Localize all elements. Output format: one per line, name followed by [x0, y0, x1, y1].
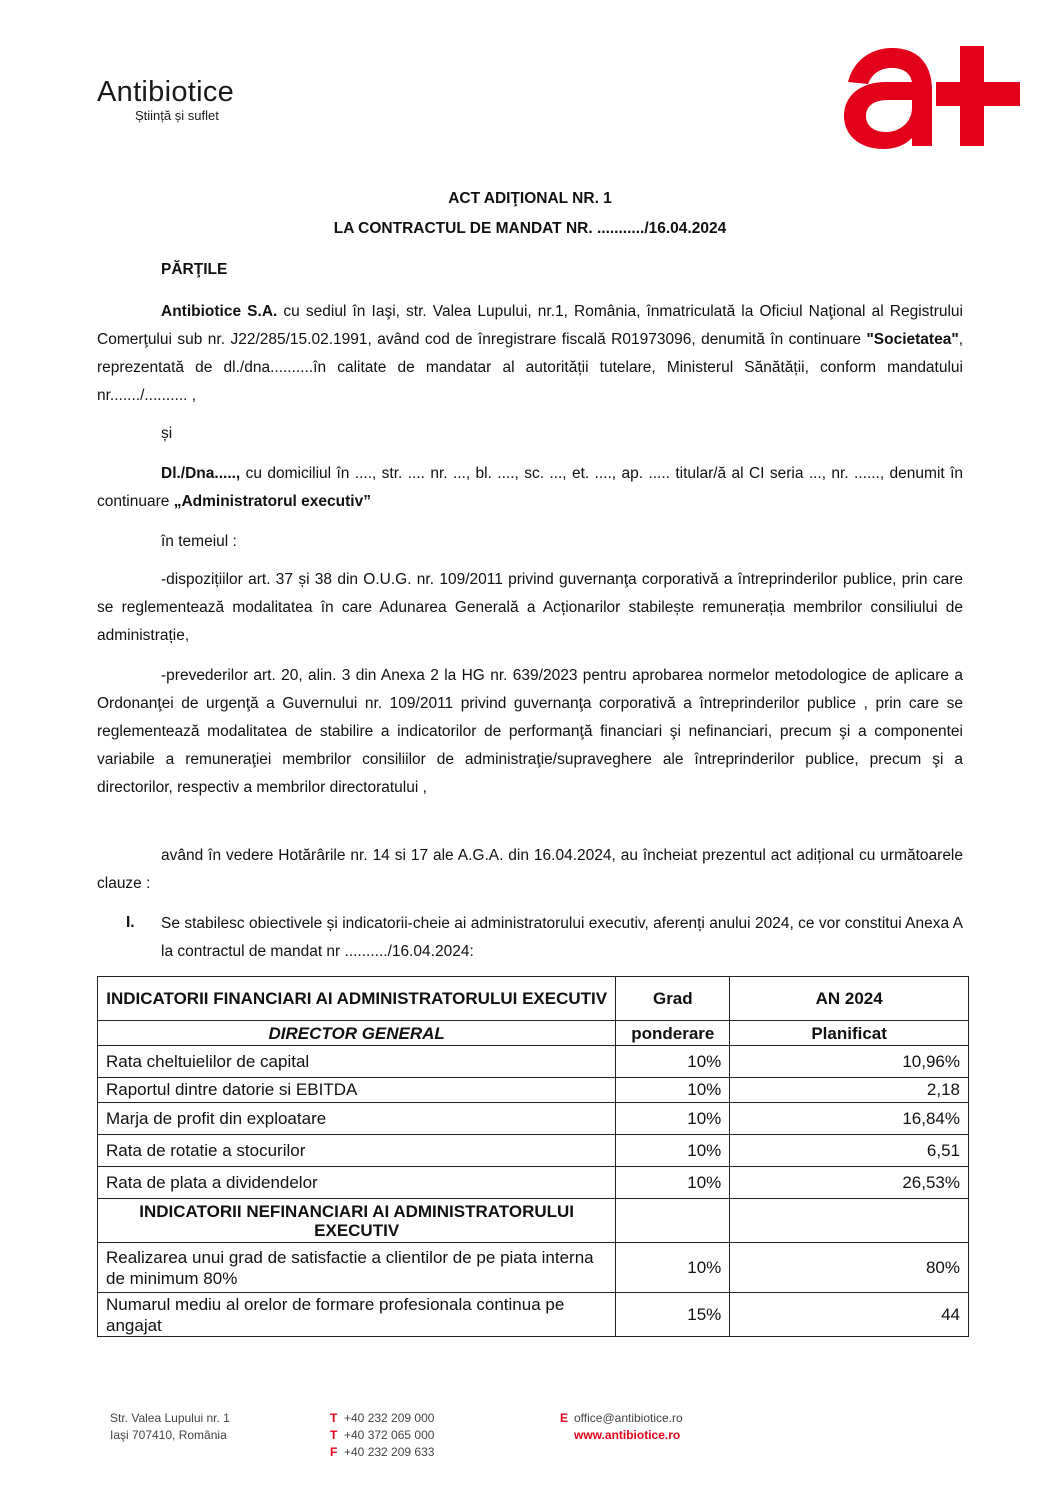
phone-letter: T — [330, 1428, 338, 1442]
row-value: 26,53% — [730, 1167, 969, 1199]
person-text: cu domiciliul în ...., str. .... nr. ..., bl. ...., sc. ..., et. ...., ap. ..... titular/ă al CI seria ..., nr. ......, denumit în continuare — [97, 465, 963, 510]
row-weight: 10% — [616, 1078, 730, 1103]
parties-heading — [97, 256, 963, 284]
header-planned: Planificat — [730, 1021, 969, 1046]
row-weight: 10% — [616, 1103, 730, 1135]
table-header-row — [98, 977, 969, 1021]
address-line-2: Iaşi 707410, România — [110, 1428, 227, 1442]
empty-cell — [730, 1199, 969, 1243]
basis-intro — [97, 528, 963, 556]
logo-tagline: Știință și suflet — [135, 108, 219, 123]
row-value: 16,84% — [730, 1103, 969, 1135]
basis-1-text: -dispozițiilor art. 37 și 38 din O.U.G. nr. 109/2011 privind guvernanţa corporativă a întreprinderilor publice, prin care se reglementează modalitatea în care Adunarea Generală a Acționarilor stabilește remunerația membrilor consiliului de administrație, — [97, 571, 963, 644]
header-weight: Grad — [616, 977, 730, 1021]
header-nonfinancial: INDICATORII NEFINANCIARI AI ADMINISTRATORULUI EXECUTIV — [98, 1199, 616, 1243]
document-subtitle: LA CONTRACTUL DE MANDAT NR. .........../16.04.2024 — [333, 220, 727, 237]
row-weight: 10% — [616, 1167, 730, 1199]
header-year: AN 2024 — [730, 977, 969, 1021]
empty-cell — [616, 1199, 730, 1243]
footer-address — [110, 1410, 230, 1444]
footer-contact — [560, 1410, 683, 1444]
table-row — [98, 1135, 969, 1167]
considering-text: având în vedere Hotărârile nr. 14 si 17 ale A.G.A. din 16.04.2024, au încheiat prezentul act adițional cu următoarele clauze : — [97, 847, 963, 892]
table-subheader-row — [98, 1021, 969, 1046]
basis-2-text: -prevederilor art. 20, alin. 3 din Anexa 2 la HG nr. 639/2023 pentru aprobarea normelor metodologice de aplicare a Ordonanţei de urgenţă a Guvernului nr. 109/2011 privind guvernanţa corporativă a întreprinderilor publice , prin care se reglementează modalitatea de stabilire a indicatorilor de performanţă financiari şi nefinanciari, precum şi a componentei variabile a remuneraţiei membrilor consiliilor de administraţie/supraveghere ale întreprinderilor publice, precum şi a directorilor, respectiv a membrilor directoratului , — [97, 667, 963, 796]
row-value: 44 — [730, 1293, 969, 1337]
company-alias: "Societatea" — [866, 331, 959, 348]
row-value: 2,18 — [730, 1078, 969, 1103]
brand-a-plus-icon — [840, 42, 1022, 150]
and-paragraph — [97, 420, 963, 448]
email-letter: E — [560, 1411, 569, 1425]
row-weight: 10% — [616, 1135, 730, 1167]
fax-letter: F — [330, 1445, 338, 1459]
row-weight: 10% — [616, 1046, 730, 1078]
phone-1: +40 232 209 000 — [344, 1411, 435, 1425]
row-weight: 10% — [616, 1243, 730, 1293]
row-label: Rata de rotatie a stocurilor — [98, 1135, 616, 1167]
header-financial: INDICATORII FINANCIARI AI ADMINISTRATORULUI EXECUTIV — [98, 977, 616, 1021]
company-name: Antibiotice S.A. — [161, 303, 278, 320]
row-label: Realizarea unui grad de satisfactie a clientilor de pe piata interna de minimum 80% — [98, 1243, 616, 1293]
row-value: 10,96% — [730, 1046, 969, 1078]
table-row — [98, 1078, 969, 1103]
table-row — [98, 1103, 969, 1135]
row-label: Rata cheltuielilor de capital — [98, 1046, 616, 1078]
email-link[interactable]: office@antibiotice.ro — [574, 1411, 683, 1425]
row-label: Numarul mediu al orelor de formare profesionala continua pe angajat — [98, 1293, 616, 1337]
website-link[interactable]: www.antibiotice.ro — [574, 1428, 681, 1442]
fax-number: +40 232 209 633 — [344, 1445, 435, 1459]
company-logo — [97, 76, 234, 123]
row-label: Raportul dintre datorie si EBITDA — [98, 1078, 616, 1103]
document-title: ACT ADIŢIONAL NR. 1 — [448, 190, 612, 207]
and-word: și — [161, 425, 173, 442]
basis-paragraph-2 — [97, 662, 963, 802]
clause-1-number: I. — [126, 914, 135, 931]
header-weight-2: ponderare — [616, 1021, 730, 1046]
row-value: 80% — [730, 1243, 969, 1293]
table-row — [98, 1046, 969, 1078]
table-section-row — [98, 1199, 969, 1243]
clause-1-text: Se stabilesc obiectivele și indicatorii-cheie ai administratorului executiv, aferenți anului 2024, ce vor constitui Anexa A la contractul de mandat nr ........../16.04.2024: — [161, 915, 963, 960]
row-weight: 15% — [616, 1293, 730, 1337]
row-value: 6,51 — [730, 1135, 969, 1167]
company-paragraph — [97, 298, 963, 410]
table-row — [98, 1243, 969, 1293]
person-paragraph — [97, 460, 963, 516]
header-role: DIRECTOR GENERAL — [98, 1021, 616, 1046]
basis-paragraph-1 — [97, 566, 963, 650]
basis-intro-text: în temeiul : — [161, 533, 237, 550]
phone-2: +40 372 065 000 — [344, 1428, 435, 1442]
parties-heading-text: PĂRŢILE — [161, 261, 228, 278]
table-row — [98, 1293, 969, 1337]
logo-name: Antibiotice — [97, 76, 235, 108]
row-label: Marja de profit din exploatare — [98, 1103, 616, 1135]
considering-paragraph — [97, 842, 963, 898]
row-label: Rata de plata a dividendelor — [98, 1167, 616, 1199]
company-text-1: cu sediul în Iaşi, str. Valea Lupului, nr.1, România, înmatriculată la Oficiul Naţional al Registrului Comerţului sub nr. J22/285/15.02.1991, având cod de înregistrare fiscală R01973096, denumită în continuare — [97, 303, 963, 348]
person-alias: „Administratorul executiv” — [173, 493, 371, 510]
address-line-1: Str. Valea Lupului nr. 1 — [110, 1411, 230, 1425]
footer-phones — [330, 1410, 434, 1461]
phone-letter: T — [330, 1411, 338, 1425]
table-row — [98, 1167, 969, 1199]
person-name: Dl./Dna....., — [161, 465, 241, 482]
kpi-table — [97, 976, 969, 1337]
company-text-2: , reprezentată de dl./dna..........în calitate de mandatar al autorității tutelare, Ministerul Sănătății, conform mandatului nr......./.......... , — [97, 331, 963, 404]
